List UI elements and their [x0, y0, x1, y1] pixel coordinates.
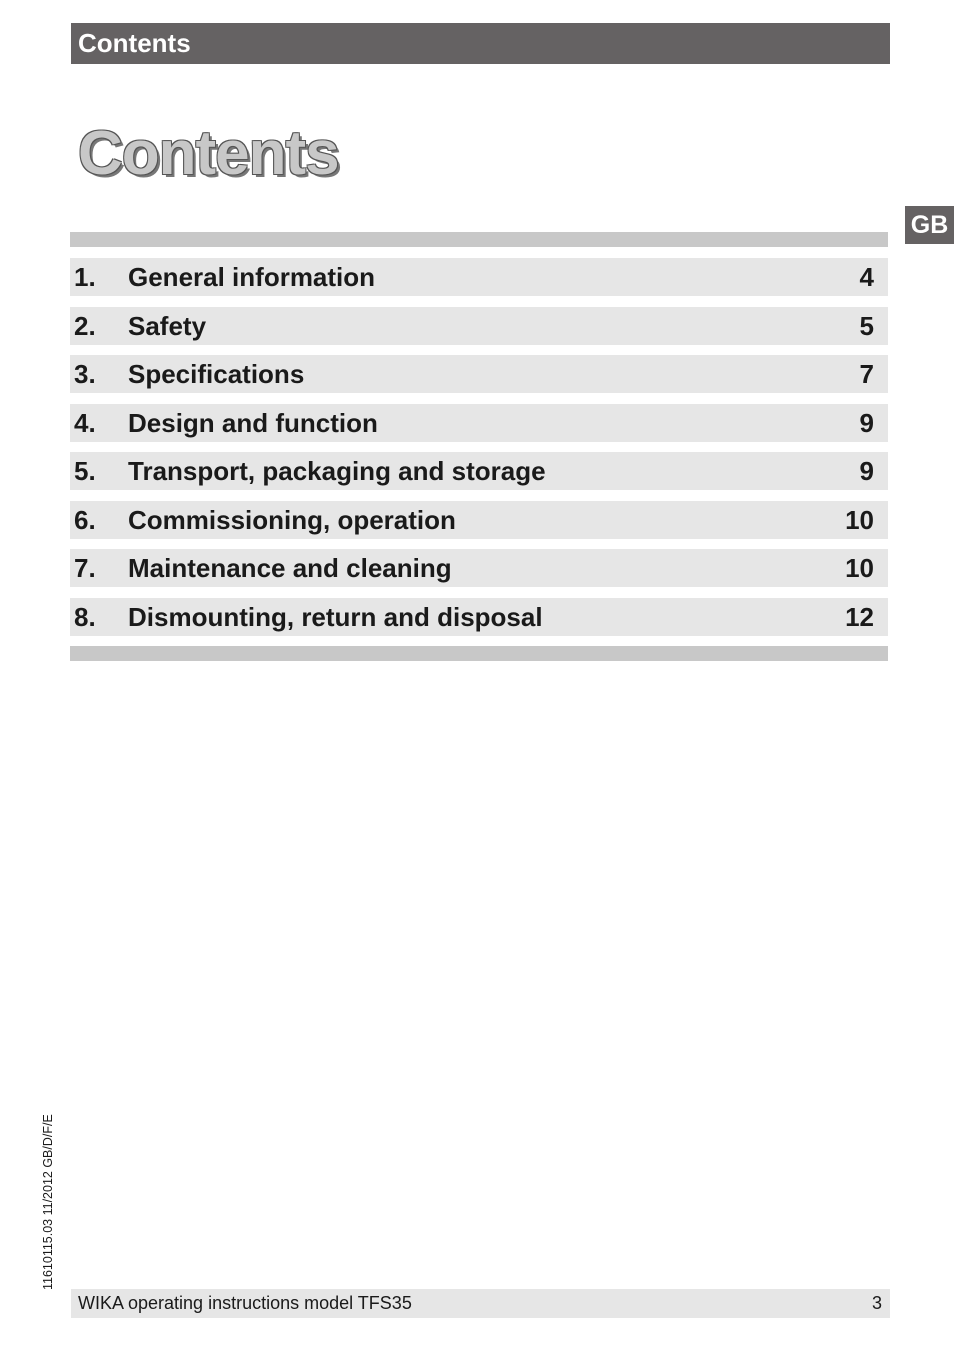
toc-entry-page: 9: [859, 456, 874, 486]
toc-entry-title: Safety: [128, 310, 207, 341]
toc-entry-page: 10: [845, 504, 874, 535]
toc-entry-title: Maintenance and cleaning: [128, 553, 452, 583]
footer-page-number: 3: [871, 1293, 882, 1313]
toc-top-rule: [70, 232, 888, 247]
toc-entry-number: 7.: [74, 553, 96, 583]
toc-entry-title: Specifications: [128, 359, 305, 389]
toc-entry-title: Commissioning, operation: [128, 504, 456, 535]
footer-text: WIKA operating instructions model TFS35: [78, 1293, 412, 1313]
toc-entry[interactable]: [70, 549, 888, 587]
table-of-contents: [70, 258, 888, 646]
toc-entry[interactable]: [70, 258, 888, 296]
toc-entry-number: 2.: [74, 310, 96, 341]
toc-entry-title: Dismounting, return and disposal: [128, 601, 543, 632]
toc-entry-number: 4.: [74, 407, 96, 438]
toc-entry-page: 12: [845, 601, 874, 632]
toc-entry[interactable]: [70, 307, 888, 345]
toc-entry-page: 4: [859, 262, 874, 292]
section-header-title: Contents: [78, 28, 191, 58]
toc-entry[interactable]: [70, 404, 888, 442]
toc-entry[interactable]: [70, 598, 888, 636]
page-title: Contents: [78, 119, 339, 188]
toc-entry-page: 10: [845, 553, 874, 583]
toc-entry-number: 8.: [74, 601, 96, 632]
toc-entry-title: Transport, packaging and storage: [128, 456, 546, 486]
toc-entry[interactable]: [70, 355, 888, 393]
toc-entry[interactable]: [70, 501, 888, 539]
toc-entry-number: 6.: [74, 504, 96, 535]
toc-entry-number: 1.: [74, 262, 96, 292]
toc-entry-title: Design and function: [128, 407, 378, 438]
toc-entry-number: 5.: [74, 456, 96, 486]
toc-entry-page: 7: [859, 359, 874, 389]
footer-bar: [71, 1289, 890, 1318]
toc-entry-title: General information: [128, 262, 376, 292]
toc-entry-page: 9: [859, 407, 874, 438]
toc-entry-page: 5: [859, 310, 874, 341]
toc-entry-number: 3.: [74, 359, 96, 389]
toc-entry[interactable]: [70, 452, 888, 490]
language-tab: GB: [905, 206, 954, 244]
section-header-bar: [71, 23, 890, 64]
document-code: 11610115.03 11/2012 GB/D/F/E: [41, 1114, 55, 1290]
toc-bottom-rule: [70, 646, 888, 661]
